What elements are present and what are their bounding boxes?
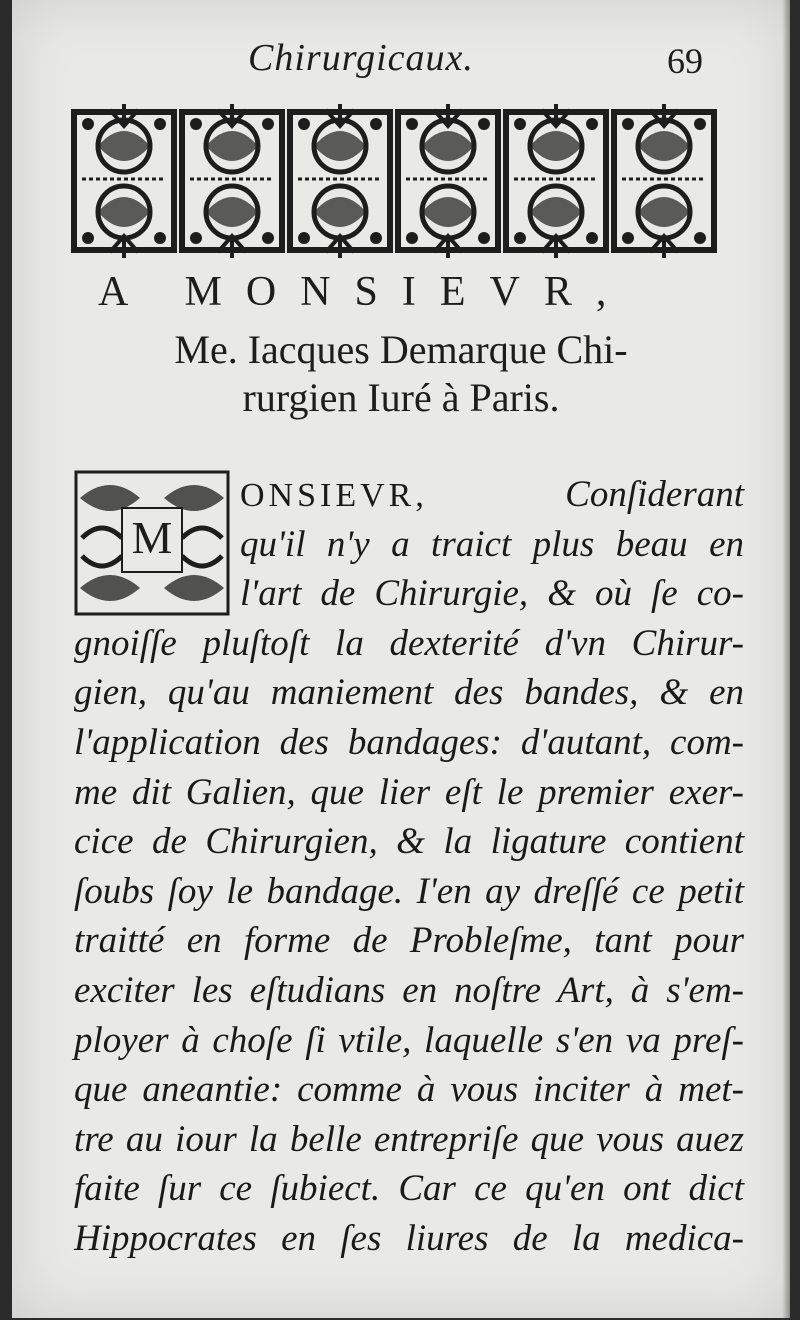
dedication-name: Me. Iacques Demarque Chi- bbox=[174, 327, 628, 372]
text-line: qu'il n'y a traict plus beau en bbox=[240, 523, 744, 565]
running-head: Chirurgicaux. bbox=[248, 37, 474, 79]
body-text bbox=[74, 470, 744, 1264]
text-line: cice de Chirurgien, & la ligature contient bbox=[74, 821, 744, 863]
first-word: ONSIEVR, bbox=[240, 477, 428, 514]
text-line: Hippocrates en ſes liures de la medica- bbox=[74, 1217, 744, 1259]
drop-cap-letter: M bbox=[131, 512, 173, 563]
text-line: traitté en forme de Probleſme, tant pour bbox=[74, 920, 744, 962]
text-line: que aneantie: comme à vous inciter à met- bbox=[74, 1069, 744, 1111]
text-line: ſoubs ſoy le bandage. I'en ay dreſſé ce petit bbox=[74, 870, 744, 912]
text-line: me dit Galien, que lier eſt le premier exer- bbox=[74, 771, 744, 813]
dedication-role: rurgien Iuré à Paris. bbox=[242, 375, 560, 420]
page-header bbox=[12, 36, 790, 86]
text-line: gien, qu'au maniement des bandes, & en bbox=[74, 672, 744, 714]
text-line: exciter les eſtudians en noſtre Art, à s'em- bbox=[74, 969, 744, 1011]
dedication-title: A MONSIEVR, bbox=[98, 269, 631, 315]
page-number: 69 bbox=[667, 41, 703, 81]
text-line: ployer à choſe ſi vtile, laquelle s'en va preſ- bbox=[74, 1019, 744, 1061]
text-line: l'application des bandages: d'autant, com- bbox=[74, 721, 744, 763]
text-line: gnoiſſe pluſtoſt la dexterité d'vn Chirur- bbox=[74, 622, 744, 664]
text-line: tre au iour la belle entrepriſe que vous auez bbox=[74, 1118, 744, 1160]
text-line: faite ſur ce ſubiect. Car ce qu'en ont dict bbox=[74, 1168, 744, 1210]
text-line: ONSIEVR, Conſiderant bbox=[240, 474, 744, 515]
text-line: l'art de Chirurgie, & où ſe co- bbox=[240, 573, 744, 615]
book-page bbox=[12, 0, 790, 1318]
headpiece-ornament bbox=[70, 104, 720, 258]
